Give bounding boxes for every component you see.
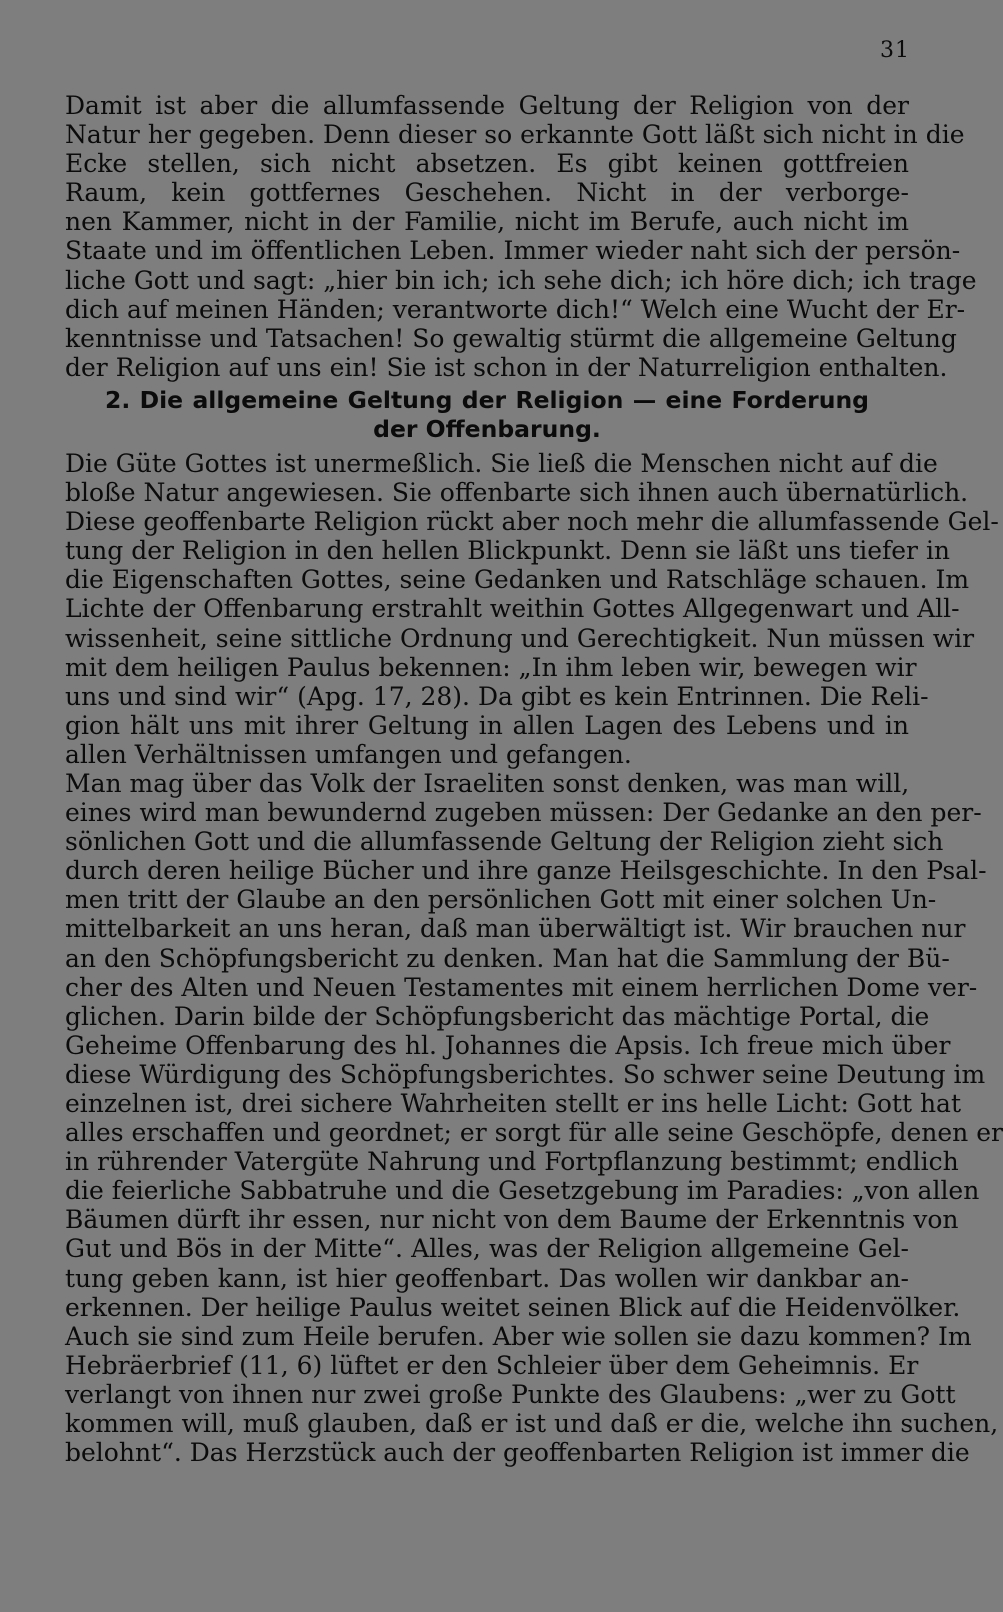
text-line: Damit ist aber die allumfassende Geltung der Religion von der (65, 91, 909, 120)
text-line: mittelbarkeit an uns heran, daß man überwältigt ist. Wir brauchen nur (65, 914, 966, 944)
text-line: belohnt“. Das Herzstück auch der geoffenbarten Religion ist immer die (65, 1438, 970, 1468)
section-heading-line-2: der Offenbarung. (373, 415, 601, 444)
text-line: wissenheit, seine sittliche Ordnung und Gerechtigkeit. Nun müssen wir (65, 623, 975, 653)
paragraph-2 (65, 448, 999, 769)
text-line: kommen will, muß glauben, daß er ist und daß er die, welche ihn suchen, (65, 1409, 999, 1439)
paragraph-3 (65, 768, 1003, 1468)
page-number: 31 (880, 38, 910, 63)
text-line: einzelnen ist, drei sichere Wahrheiten stellt er ins helle Licht: Gott hat (65, 1089, 962, 1118)
text-line: mit dem heiligen Paulus bekennen: „In ihm leben wir, bewegen wir (65, 652, 917, 682)
text-line: bloße Natur angewiesen. Sie offenbarte sich ihnen auch übernatürlich. (65, 478, 969, 508)
text-line: die Eigenschaften Gottes, seine Gedanken und Ratschläge schauen. Im (65, 565, 970, 595)
text-line: erkennen. Der heilige Paulus weitet seinen Blick auf die Heidenvölker. (65, 1292, 961, 1322)
text-line: sönlichen Gott und die allumfassende Geltung der Religion zieht sich (65, 827, 944, 857)
text-line: liche Gott und sagt: „hier bin ich; ich sehe dich; ich höre dich; ich trage (65, 265, 977, 295)
text-line: diese Würdigung des Schöpfungsberichtes. So schwer seine Deutung im (65, 1059, 986, 1089)
text-line: alles erschaffen und geordnet; er sorgt für alle seine Geschöpfe, denen er (65, 1118, 1003, 1148)
text-line: eines wird man bewundernd zugeben müssen: Der Gedanke an den per- (65, 798, 982, 828)
text-line: uns und sind wir“ (Apg. 17, 28). Da gibt es kein Entrinnen. Die Reli- (65, 681, 929, 711)
text-line: Ecke stellen, sich nicht absetzen. Es gibt keinen gottfreien (65, 149, 909, 179)
text-line: Diese geoffenbarte Religion rückt aber noch mehr die allumfassende Gel- (65, 507, 999, 537)
text-line: Natur her gegeben. Denn dieser so erkannte Gott läßt sich nicht in die (65, 120, 965, 150)
paragraph-1 (65, 91, 977, 382)
text-line: nen Kammer, nicht in der Familie, nicht im Berufe, auch nicht im (65, 207, 909, 237)
text-line: Die Güte Gottes ist unermeßlich. Sie ließ die Menschen nicht auf die (65, 448, 938, 478)
text-line: Auch sie sind zum Heile berufen. Aber wie sollen sie dazu kommen? Im (65, 1321, 972, 1351)
section-heading (65, 386, 909, 445)
text-line: Geheime Offenbarung des hl. Johannes die Apsis. Ich freue mich über (65, 1030, 951, 1060)
text-line: gion hält uns mit ihrer Geltung in allen Lagen des Lebens und in (65, 710, 909, 740)
text-line: Raum, kein gottfernes Geschehen. Nicht in der verborge- (65, 178, 909, 208)
text-line: die feierliche Sabbatruhe und die Gesetzgebung im Paradies: „von allen (65, 1176, 980, 1206)
text-line: an den Schöpfungsbericht zu denken. Man hat die Sammlung der Bü- (65, 943, 950, 973)
text-line: durch deren heilige Bücher und ihre ganze Heilsgeschichte. In den Psal- (65, 856, 987, 886)
text-line: Staate und im öffentlichen Leben. Immer wieder naht sich der persön- (65, 236, 961, 266)
text-line: tung der Religion in den hellen Blickpunkt. Denn sie läßt uns tiefer in (65, 536, 951, 566)
text-line: Hebräerbrief (11, 6) lüftet er den Schleier über dem Geheimnis. Er (65, 1350, 919, 1380)
text-line: allen Verhältnissen umfangen und gefangen. (65, 739, 632, 769)
text-line: verlangt von ihnen nur zwei große Punkte des Glaubens: „wer zu Gott (65, 1379, 956, 1409)
text-line: Gut und Bös in der Mitte“. Alles, was der Religion allgemeine Gel- (65, 1234, 909, 1264)
text-line: Lichte der Offenbarung erstrahlt weithin Gottes Allgegenwart und All- (65, 594, 960, 624)
section-heading-line-1: 2. Die allgemeine Geltung der Religion — eine Forderung (105, 385, 869, 414)
text-line: kenntnisse und Tatsachen! So gewaltig stürmt die allgemeine Geltung (65, 323, 957, 353)
text-line: der Religion auf uns ein! Sie ist schon in der Naturreligion enthalten. (65, 352, 948, 382)
text-line: Man mag über das Volk der Israeliten sonst denken, was man will, (65, 768, 910, 798)
text-block (65, 91, 1003, 1468)
text-line: Bäumen dürft ihr essen, nur nicht von dem Baume der Erkenntnis von (65, 1205, 959, 1235)
text-line: dich auf meinen Händen; verantworte dich!“ Welch eine Wucht der Er- (65, 294, 966, 324)
text-line: in rührender Vatergüte Nahrung und Fortpflanzung bestimmt; endlich (65, 1147, 959, 1177)
text-line: men tritt der Glaube an den persönlichen Gott mit einer solchen Un- (65, 885, 937, 915)
text-line: tung geben kann, ist hier geoffenbart. Das wollen wir dankbar an- (65, 1263, 909, 1293)
text-line: cher des Alten und Neuen Testamentes mit einem herrlichen Dome ver- (65, 972, 978, 1002)
text-line: glichen. Darin bilde der Schöpfungsbericht das mächtige Portal, die (65, 1001, 930, 1031)
